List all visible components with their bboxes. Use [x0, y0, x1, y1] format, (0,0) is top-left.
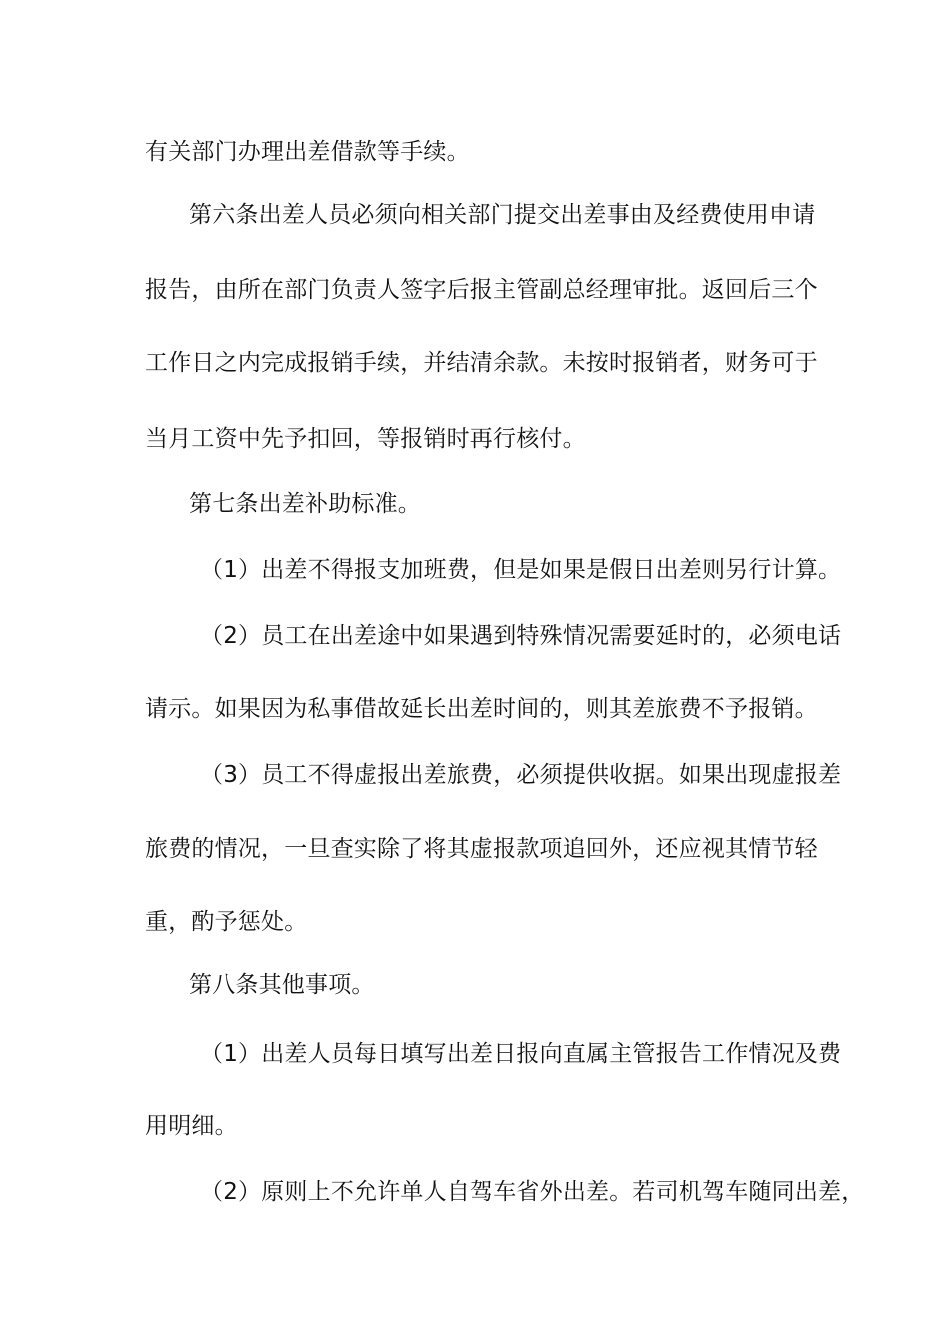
text-line-3: 报告，由所在部门负责人签字后报主管副总经理审批。返回后三个 — [145, 277, 818, 303]
text-line-11: 旅费的情况，一旦查实除了将其虚报款项追回外，还应视其情节轻 — [145, 836, 818, 862]
article-7-item-1: （1）出差不得报支加班费，但是如果是假日出差则另行计算。 — [200, 557, 842, 583]
text-line-4: 工作日之内完成报销手续，并结清余款。未按时报销者，财务可于 — [145, 350, 818, 376]
text-line-12: 重，酌予惩处。 — [145, 909, 308, 935]
article-8-heading: 第八条其他事项。 — [189, 972, 375, 998]
article-8-item-1: （1）出差人员每日填写出差日报向直属主管报告工作情况及费 — [200, 1041, 842, 1067]
text-line-5: 当月工资中先予扣回，等报销时再行核付。 — [145, 426, 586, 452]
article-7-item-2: （2）员工在出差途中如果遇到特殊情况需要延时的，必须电话 — [200, 623, 842, 649]
article-7-heading: 第七条出差补助标准。 — [189, 491, 421, 517]
text-line-1: 有关部门办理出差借款等手续。 — [145, 139, 470, 165]
text-line-9: 请示。如果因为私事借故延长出差时间的，则其差旅费不予报销。 — [145, 696, 818, 722]
article-8-item-2: （2）原则上不允许单人自驾车省外出差。若司机驾车随同出差， — [200, 1179, 865, 1205]
text-line-15: 用明细。 — [145, 1113, 238, 1139]
article-6-heading-line: 第六条出差人员必须向相关部门提交出差事由及经费使用申请 — [189, 202, 816, 228]
article-7-item-3: （3）员工不得虚报出差旅费，必须提供收据。如果出现虚报差 — [200, 762, 842, 788]
